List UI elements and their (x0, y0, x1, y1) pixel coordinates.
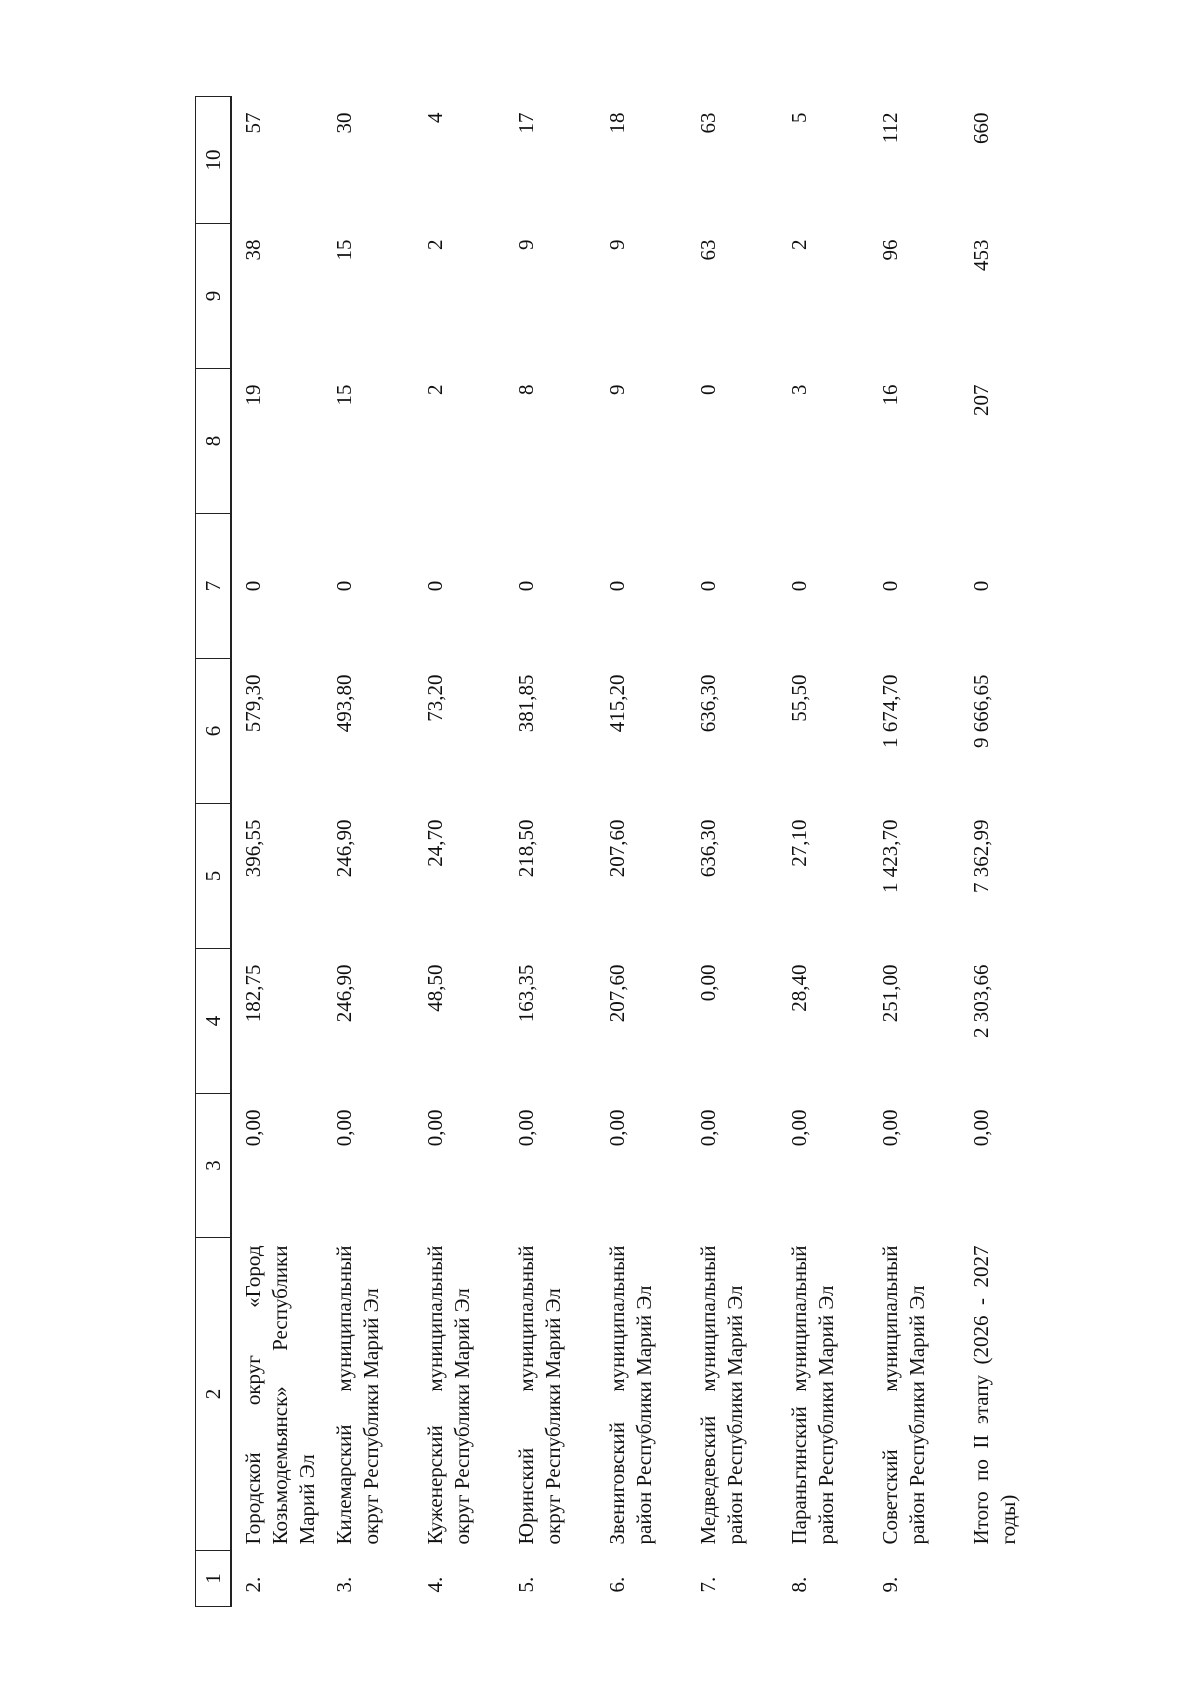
table-row (960, 97, 1069, 1607)
cell-col6: 55,50 (787, 674, 811, 722)
row-number: 9. (878, 1576, 902, 1593)
cell-col8: 19 (241, 384, 265, 406)
cell-col5: 1 423,70 (878, 819, 902, 893)
cell-col10: 4 (423, 112, 447, 123)
column-header: 3 (196, 1094, 232, 1238)
table-row (596, 97, 687, 1607)
column-header: 2 (196, 1238, 232, 1551)
cell-col3: 0,00 (332, 1109, 356, 1147)
cell-col5: 396,55 (241, 819, 265, 878)
cell-col9: 63 (696, 239, 720, 261)
cell-col9: 9 (514, 239, 538, 250)
cell-col6: 415,20 (605, 674, 629, 733)
column-header: 6 (196, 659, 232, 804)
cell-col8: 2 (423, 384, 447, 395)
cell-col3: 0,00 (514, 1109, 538, 1147)
column-header: 7 (196, 514, 232, 659)
cell-col7: 0 (241, 580, 265, 592)
cell-col8: 207 (969, 384, 993, 416)
cell-col7: 0 (878, 580, 902, 592)
cell-col3: 0,00 (787, 1109, 811, 1147)
cell-col10: 112 (878, 112, 902, 144)
cell-col4: 246,90 (332, 964, 356, 1023)
municipality-name: Юринский муниципальный округ Республики Марий Эл (514, 1245, 565, 1545)
row-number: 4. (423, 1576, 447, 1593)
cell-col3: 0,00 (605, 1109, 629, 1147)
table-header-row (196, 97, 232, 1607)
municipality-name: Параньгинский муниципальный район Республики Марий Эл (787, 1245, 838, 1545)
column-header: 8 (196, 369, 232, 514)
municipality-name: Куженерский муниципальный округ Республики Марий Эл (423, 1245, 474, 1545)
cell-col4: 207,60 (605, 964, 629, 1023)
column-header: 5 (196, 804, 232, 949)
cell-col4: 2 303,66 (969, 964, 993, 1038)
row-number: 5. (514, 1576, 538, 1593)
table-row (414, 97, 505, 1607)
data-table (195, 96, 1069, 1607)
cell-col8: 0 (696, 384, 720, 395)
row-number: 8. (787, 1576, 811, 1593)
cell-col5: 27,10 (787, 819, 811, 867)
cell-col8: 3 (787, 384, 811, 395)
cell-col7: 0 (514, 580, 538, 592)
cell-col5: 246,90 (332, 819, 356, 878)
row-number (960, 1551, 1069, 1607)
cell-col6: 579,30 (241, 674, 265, 733)
table-row (778, 97, 869, 1607)
cell-col10: 57 (241, 112, 265, 134)
cell-col9: 38 (241, 239, 265, 261)
cell-col6: 9 666,65 (969, 674, 993, 748)
table-row (687, 97, 778, 1607)
cell-col4: 182,75 (241, 964, 265, 1023)
column-header: 4 (196, 949, 232, 1094)
cell-col9: 2 (423, 239, 447, 250)
table-row (869, 97, 960, 1607)
column-header: 10 (196, 97, 232, 224)
row-number: 6. (605, 1576, 629, 1593)
cell-col9: 9 (605, 239, 629, 250)
cell-col7: 0 (423, 580, 447, 592)
municipality-name: Итого по II этапу (2026 - 2027 годы) (969, 1245, 1020, 1545)
page-number (118, 0, 144, 12)
cell-col9: 15 (332, 239, 356, 261)
cell-col3: 0,00 (696, 1109, 720, 1147)
cell-col6: 73,20 (423, 674, 447, 722)
cell-col8: 8 (514, 384, 538, 395)
cell-col4: 251,00 (878, 964, 902, 1023)
cell-col9: 453 (969, 239, 993, 271)
cell-col6: 381,85 (514, 674, 538, 733)
table-body (231, 97, 1069, 1607)
row-number: 7. (696, 1576, 720, 1593)
cell-col5: 218,50 (514, 819, 538, 878)
row-number: 2. (241, 1576, 265, 1593)
row-number: 3. (332, 1576, 356, 1593)
cell-col8: 15 (332, 384, 356, 406)
cell-col7: 0 (969, 580, 993, 592)
cell-col10: 18 (605, 112, 629, 134)
cell-col7: 0 (605, 580, 629, 592)
cell-col6: 636,30 (696, 674, 720, 733)
table-row (323, 97, 414, 1607)
cell-col10: 17 (514, 112, 538, 134)
cell-col8: 9 (605, 384, 629, 395)
cell-col4: 48,50 (423, 964, 447, 1012)
cell-col5: 7 362,99 (969, 819, 993, 893)
cell-col10: 660 (969, 112, 993, 144)
municipality-name: Килемарский муниципальный округ Республики Марий Эл (332, 1245, 383, 1545)
cell-col8: 16 (878, 384, 902, 406)
cell-col5: 636,30 (696, 819, 720, 878)
cell-col3: 0,00 (969, 1109, 993, 1147)
municipality-name: Городской округ «Город Козьмодемьянск» Республики Марий Эл (241, 1245, 319, 1545)
cell-col7: 0 (332, 580, 356, 592)
column-header: 1 (196, 1551, 232, 1607)
table-row (231, 97, 323, 1607)
rotated-table-container (195, 97, 1020, 1607)
column-header: 9 (196, 224, 232, 369)
table-row (505, 97, 596, 1607)
cell-col10: 63 (696, 112, 720, 134)
cell-col7: 0 (787, 580, 811, 592)
cell-col4: 0,00 (696, 964, 720, 1002)
cell-col6: 493,80 (332, 674, 356, 733)
cell-col9: 96 (878, 239, 902, 261)
cell-col10: 30 (332, 112, 356, 134)
cell-col3: 0,00 (423, 1109, 447, 1147)
municipality-name: Медведевский муниципальный район Республики Марий Эл (696, 1245, 747, 1545)
municipality-name: Советский муниципальный район Республики Марий Эл (878, 1245, 929, 1545)
cell-col4: 163,35 (514, 964, 538, 1023)
cell-col3: 0,00 (878, 1109, 902, 1147)
cell-col9: 2 (787, 239, 811, 250)
cell-col5: 207,60 (605, 819, 629, 878)
cell-col7: 0 (696, 580, 720, 592)
cell-col3: 0,00 (241, 1109, 265, 1147)
cell-col10: 5 (787, 112, 811, 123)
cell-col4: 28,40 (787, 964, 811, 1012)
municipality-name: Звениговский муниципальный район Республики Марий Эл (605, 1245, 656, 1545)
cell-col5: 24,70 (423, 819, 447, 867)
cell-col6: 1 674,70 (878, 674, 902, 748)
